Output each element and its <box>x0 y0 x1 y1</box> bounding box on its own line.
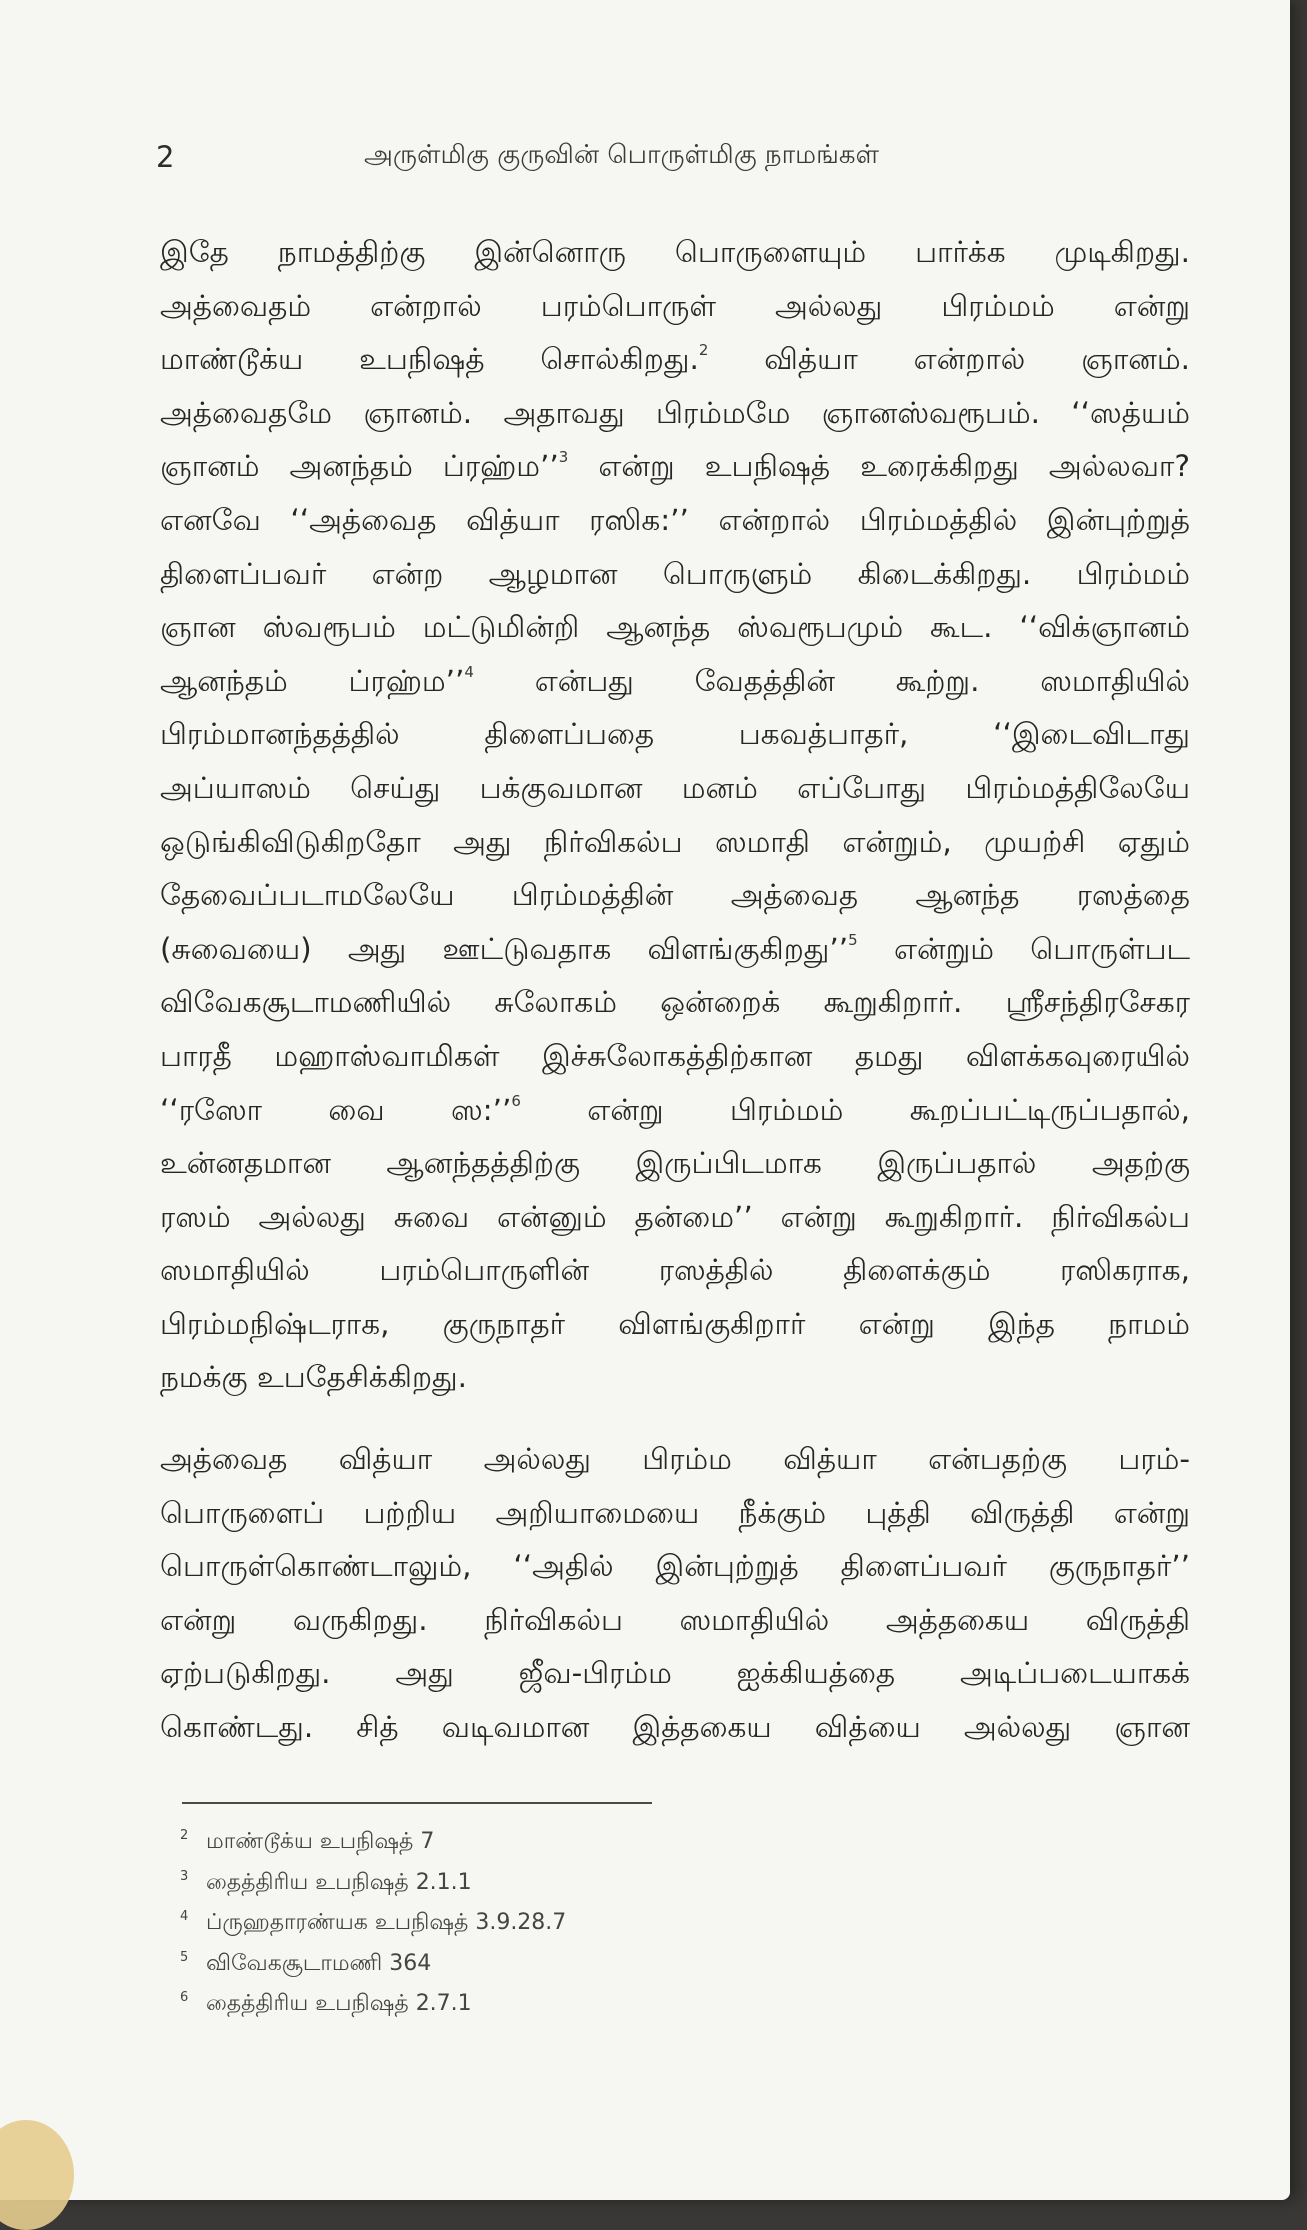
text-line: ஸமாதியில் பரம்பொருளின் ரஸத்தில் திளைக்கும் ரஸிகராக, <box>160 1253 1190 1288</box>
text-line: அப்யாஸம் செய்து பக்குவமான மனம் எப்போது பிரம்மத்திலேயே <box>160 770 1190 805</box>
line-text: என்று பிரம்மம் கூறப்பட்டிருப்பதால், <box>520 1092 1190 1127</box>
footnote: 5 விவேகசூடாமணி 364 <box>180 1949 432 1976</box>
text-line: நமக்கு உபதேசிக்கிறது. <box>160 1360 468 1395</box>
line-text: என்பது வேதத்தின் கூற்று. ஸமாதியில் <box>473 663 1190 698</box>
text-line: என்று வருகிறது. நிர்விகல்ப ஸமாதியில் அத்தகைய விருத்தி <box>160 1602 1190 1637</box>
text-line <box>160 440 1190 494</box>
text-line: கொண்டது. சித் வடிவமான இத்தகைய வித்யை அல்லது ஞான <box>160 1710 1190 1745</box>
footnote-ref[interactable]: 3 <box>558 448 569 467</box>
text-line: திளைப்பவர் என்ற ஆழமான பொருளும் கிடைக்கிறது. பிரம்மம் <box>160 556 1190 591</box>
footnote-ref[interactable]: 6 <box>511 1091 521 1110</box>
line-text: மாண்டூக்ய உபநிஷத் சொல்கிறது. <box>160 342 699 377</box>
text-line: பாரதீ மஹாஸ்வாமிகள் இச்சுலோகத்திற்கான தமது விளக்கவுரையில் <box>160 1038 1190 1073</box>
paragraph-2 <box>160 1433 1190 1755</box>
text-line: தேவைப்படாமலேயே பிரம்மத்தின் அத்வைத ஆனந்த ரஸத்தை <box>160 878 1190 913</box>
footnote: 6 தைத்திரிய உபநிஷத் 2.7.1 <box>180 1990 472 2016</box>
text-line <box>160 655 1190 709</box>
line-text: (சுவையை) அது ஊட்டுவதாக விளங்குகிறது’’ <box>160 931 849 966</box>
running-title: அருள்மிகு குருவின் பொருள்மிகு நாமங்கள் <box>364 140 879 170</box>
page-header <box>150 140 1190 180</box>
text-line: ரஸம் அல்லது சுவை என்னும் தன்மை’’ என்று கூறுகிறார். நிர்விகல்ப <box>160 1199 1190 1234</box>
paragraph-1 <box>160 226 1190 1405</box>
page-number: 2 <box>156 140 175 174</box>
text-line: பிரம்மநிஷ்டராக, குருநாதர் விளங்குகிறார் என்று இந்த நாமம் <box>160 1306 1190 1341</box>
thumb-shadow <box>0 2120 74 2230</box>
body-text <box>160 226 1190 1755</box>
footnotes <box>180 1822 880 2025</box>
text-line: பொருள்கொண்டாலும், ‘‘அதில் இன்புற்றுத் திளைப்பவர் குருநாதர்’’ <box>160 1549 1190 1584</box>
line-text: என்றும் பொருள்பட <box>857 931 1190 966</box>
line-text: என்று உபநிஷத் உரைக்கிறது அல்லவா? <box>568 449 1190 484</box>
text-line: அத்வைத வித்யா அல்லது பிரம்ம வித்யா என்பதற்கு பரம்- <box>160 1442 1190 1477</box>
footnote-divider <box>182 1802 652 1804</box>
text-line: அத்வைதமே ஞானம். அதாவது பிரம்மமே ஞானஸ்வரூபம். ‘‘ஸத்யம் <box>160 395 1190 430</box>
text-line: பொருளைப் பற்றிய அறியாமையை நீக்கும் புத்தி விருத்தி என்று <box>160 1495 1190 1530</box>
text-line: உன்னதமான ஆனந்தத்திற்கு இருப்பிடமாக இருப்பதால் அதற்கு <box>160 1146 1190 1181</box>
footnote-text: தைத்திரிய உபநிஷத் 2.7.1 <box>206 1991 472 2016</box>
text-line: ஞான ஸ்வரூபம் மட்டுமின்றி ஆனந்த ஸ்வரூபமும் கூட. ‘‘விக்ஞானம் <box>160 610 1190 645</box>
footnote: 3 தைத்திரிய உபநிஷத் 2.1.1 <box>180 1868 472 1895</box>
text-line: அத்வைதம் என்றால் பரம்பொருள் அல்லது பிரம்மம் என்று <box>160 288 1190 323</box>
text-line: ஒடுங்கிவிடுகிறதோ அது நிர்விகல்ப ஸமாதி என்றும், முயற்சி ஏதும் <box>160 824 1190 859</box>
text-line: இதே நாமத்திற்கு இன்னொரு பொருளையும் பார்க்க முடிகிறது. <box>160 235 1190 269</box>
footnote-ref[interactable]: 5 <box>848 930 858 949</box>
text-line: எனவே ‘‘அத்வைத வித்யா ரஸிக:’’ என்றால் பிரம்மத்தில் இன்புற்றுத் <box>160 502 1190 537</box>
line-text: ஞானம் அனந்தம் ப்ரஹ்ம’’ <box>160 449 559 484</box>
text-line: விவேகசூடாமணியில் சுலோகம் ஒன்றைக் கூறுகிறார். ஸ்ரீசந்திரசேகர <box>160 985 1190 1020</box>
text-line <box>160 923 1190 977</box>
footnote-text: ப்ருஹதாரண்யக உபநிஷத் 3.9.28.7 <box>206 1910 567 1935</box>
footnote: 4 ப்ருஹதாரண்யக உபநிஷத் 3.9.28.7 <box>180 1909 567 1935</box>
line-text: ஆனந்தம் ப்ரஹ்ம’’ <box>160 663 465 698</box>
footnote-text: மாண்டூக்ய உபநிஷத் 7 <box>206 1829 435 1854</box>
text-line: பிரம்மானந்தத்தில் திளைப்பதை பகவத்பாதர், ‘‘இடைவிடாது <box>160 717 1190 752</box>
footnote-text: தைத்திரிய உபநிஷத் 2.1.1 <box>206 1869 472 1895</box>
line-text: ‘‘ரஸோ வை ஸ:’’ <box>160 1092 512 1127</box>
footnote-ref[interactable]: 4 <box>464 662 474 681</box>
footnote-text: விவேகசூடாமணி 364 <box>206 1950 432 1976</box>
text-line: ஏற்படுகிறது. அது ஜீவ-பிரம்ம ஐக்கியத்தை அடிப்படையாகக் <box>160 1656 1190 1691</box>
text-line <box>160 333 1190 387</box>
text-line <box>160 1084 1190 1138</box>
footnote: 2 மாண்டூக்ய உபநிஷத் 7 <box>180 1828 435 1854</box>
line-text: வித்யா என்றால் ஞானம். <box>708 342 1190 377</box>
footnote-ref[interactable]: 2 <box>698 341 709 360</box>
